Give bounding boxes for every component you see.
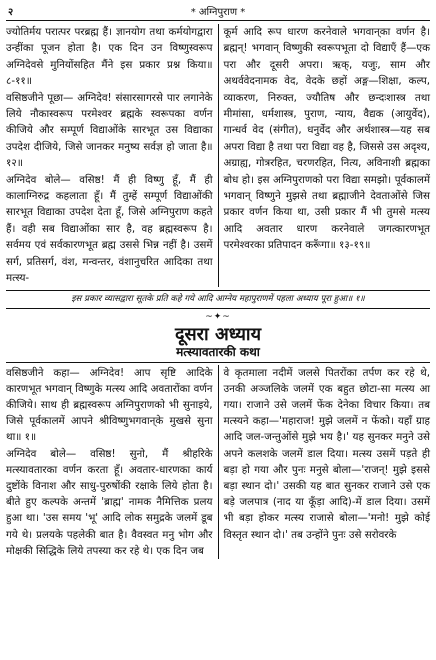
divider [6,362,430,363]
chapter-subtitle: मत्स्यावतारकी कथा [176,344,260,359]
top-columns [6,24,430,287]
page-number: २ [8,7,14,18]
paragraph: वसिष्ठजीने कहा— अग्निदेव! आप सृष्टि आदिके कारणभूत भगवान् विष्णुके मत्स्य आदि अवतारोंका वर्णन कीजिये। साथ ही ब्रह्मस्वरूप अग्निपुराणको भी सुनाइये, जिसे पूर्वकालमें आपने श्रीविष्णुभगवान्‌के मुखसे सुना था॥ १॥ [6,366,213,444]
chapter-closing-note: इस प्रकार व्यासद्वारा सूतके प्रति कहे गये आदि आग्नेय महापुराणमें पहला अध्याय पूरा हुआ॥ १॥ [71,293,365,304]
bottom-left-column [6,365,219,559]
paragraph: ज्योतिर्मय परात्पर परब्रह्म हैं। ज्ञानयोग तथा कर्मयोगद्वारा उन्हींका पूजन होता है। एक दिन उन विष्णुस्वरूप अग्निदेवसे मुनियोंसहित मैंने इस प्रकार प्रश्न किया॥ ८-११॥ [6,26,213,88]
page-header [6,6,430,21]
divider [6,290,430,291]
top-right-column [219,24,431,287]
paragraph: अग्निदेव बोले— वसिष्ठ! सुनो, मैं श्रीहरिके मत्स्यावतारका वर्णन करता हूँ। अवतार-धारणका कार्य दुष्टोंके विनाश और साधु-पुरुषोंकी रक्षाके लिये होता है। बीते हुए कल्पके अन्तमें 'ब्राह्म' नामक नैमित्तिक प्रलय हुआ था। 'उस समय 'भू' आदि लोक समुद्रके जलमें डूब गये थे। प्रलयके पहलेकी बात है। वैवस्वत मनु भोग और मोक्षकी सिद्धिके लिये तपस्या कर रहे थे। एक दिन जब [6,447,213,557]
paragraph: कूर्म आदि रूप धारण करनेवाले भगवान्‌का वर्णन है। ब्रह्मन्! भगवान् विष्णुकी स्वरूपभूता दो विद्याएँ हैं—एक परा और दूसरी अपरा। ऋक्, यजुः, साम और अथर्ववेदनामक वेद, वेदके छहों अङ्ग—शिक्षा, कल्प, व्याकरण, निरुक्त, ज्यौतिष और छन्दःशास्त्र तथा मीमांसा, धर्मशास्त्र, पुराण, न्याय, वैद्यक (आयुर्वेद), गान्धर्व वेद (संगीत), धनुर्वेद और अर्थशास्त्र—यह सब अपरा विद्या है तथा परा विद्या वह है, जिससे उस अदृश्य, अग्राह्य, गोत्ररहित, चरणरहित, नित्य, अविनाशी ब्रह्मका बोध हो। इस अग्निपुराणको परा विद्या समझो। पूर्वकालमें भगवान् विष्णुने मुझसे तथा ब्रह्माजीने देवताओंसे जिस प्रकार वर्णन किया था, उसी प्रकार मैं भी तुमसे मत्स्य आदि अवतार धारण करनेवाले जगत्कारणभूत परमेश्वरका प्रतिपादन करूँगा॥ १३-१९॥ [223,26,430,252]
paragraph: अग्निदेव बोले— वसिष्ठ! मैं ही विष्णु हूँ, मैं ही कालाग्निरुद्र कहलाता हूँ। मैं तुम्हें सम्पूर्ण विद्याओंकी सारभूत विद्याका उपदेश देता हूँ, जिसे अग्निपुराण कहते हैं। वही सब विद्याओंका सार है, वह ब्रह्मस्वरूप है। सर्वमय एवं सर्वकारणभूत ब्रह्म उससे भिन्न नहीं है। उसमें सर्ग, प्रतिसर्ग, वंश, मन्वन्तर, वंशानुचरित आदिका तथा मत्स्य- [6,173,213,285]
paragraph: वे कृतमाला नदीमें जलसे पितरोंका तर्पण कर रहे थे, उनकी अञ्जलिके जलमें एक बहुत छोटा-सा मत्स्य आ गया। राजाने उसे जलमें फेंक देनेका विचार किया। तब मत्स्यने कहा—'महाराज! मुझे जलमें न फेंको। यहाँ ग्राह आदि जल-जन्तुओंसे मुझे भय है।' यह सुनकर मनुने उसे अपने कलशके जलमें डाल दिया। मत्स्य उसमें पड़ते ही बड़ा हो गया और पुनः मनुसे बोला—'राजन्! मुझे इससे बड़ा स्थान दो।' उसकी यह बात सुनकर राजाने उसे एक बड़े जलपात्र (नाद या कूँड़ा आदि)-में डाल दिया। उसमें भी बड़ा होकर मत्स्य राजासे बोला—'मनो! मुझे कोई विस्तृत स्थान दो।' तब उन्होंने पुनः उसे सरोवरके [223,366,430,541]
divider [6,308,430,309]
chapter-title: दूसरा अध्याय [174,323,262,345]
paragraph: वसिष्ठजीने पूछा— अग्निदेव! संसारसागरसे पार लगानेके लिये नौकास्वरूप परमेश्वर ब्रह्मके स्वरूपका वर्णन कीजिये और सम्पूर्ण विद्याओंके सारभूत उस विद्याका उपदेश दीजिये, जिसे जानकर मनुष्य सर्वज्ञ हो जाता है॥ १२॥ [6,91,213,170]
bottom-columns [6,365,430,559]
running-title: * अग्निपुराण * [190,7,246,18]
ornament: ~✦~ [205,311,231,322]
top-left-column [6,24,219,287]
bottom-right-column [219,365,431,559]
